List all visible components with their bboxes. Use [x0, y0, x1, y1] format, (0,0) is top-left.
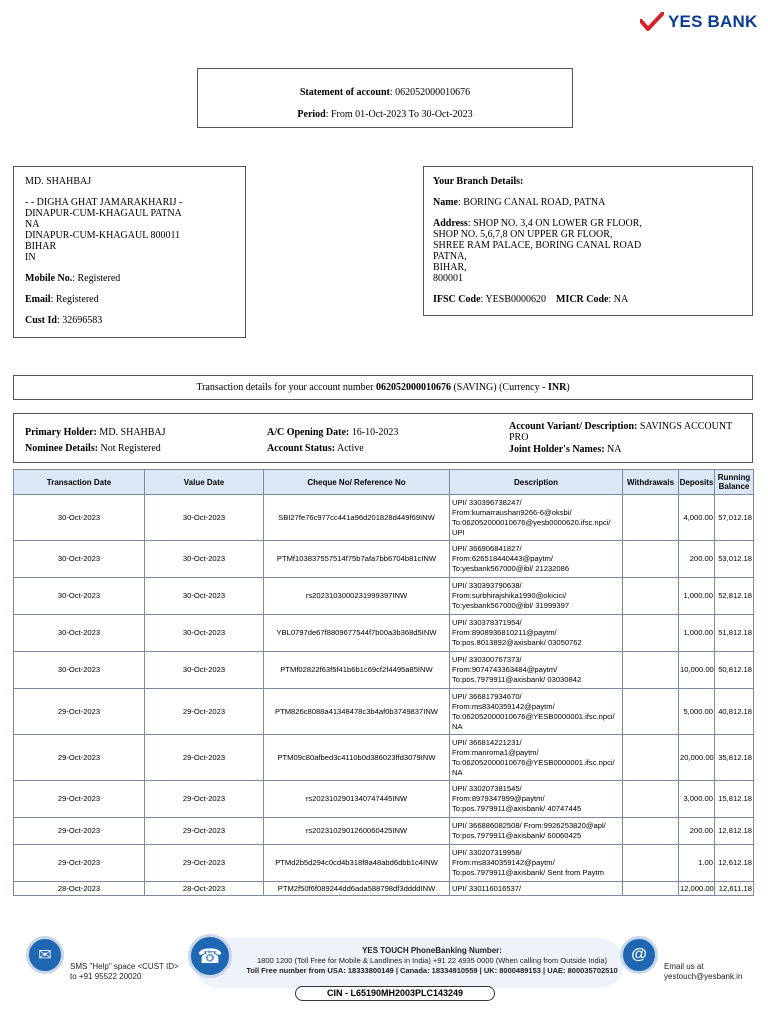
branch-details-box	[423, 166, 753, 316]
cell-value-date: 30-Oct-2023	[145, 495, 264, 541]
cell-reference: rs2023102901260060425INW	[264, 818, 450, 845]
account-holder-box	[13, 166, 246, 338]
email-value: Registered	[55, 294, 99, 305]
table-row	[14, 781, 754, 818]
cell-value-date: 29-Oct-2023	[145, 781, 264, 818]
branch-address-line: SHREE RAM PALACE, BORING CANAL ROAD	[433, 240, 642, 251]
table-row	[14, 541, 754, 578]
cell-withdrawal	[623, 781, 679, 818]
cell-balance: 53,012.18	[715, 541, 754, 578]
cell-deposit: 10,000.00	[679, 652, 715, 689]
col-header-deposits: Deposits	[679, 470, 715, 495]
txn-header-currency: INR	[547, 382, 567, 393]
holder-address-line: DINAPUR-CUM-KHAGAUL PATNA	[25, 208, 182, 219]
cell-description: UPI/ 366814221231/ From:manroma1@paytm/ To:062052000010676@YESB0000001.ifsc.npci/ NA	[450, 735, 623, 781]
holder-address-line: - - DIGHA GHAT JAMARAKHARIJ -	[25, 197, 183, 208]
col-header-reference: Cheque No/ Reference No	[264, 470, 450, 495]
cin-label: CIN - L65190MH2003PLC143249	[295, 986, 495, 1001]
col-header-description: Description	[450, 470, 623, 495]
mobile-value: Registered	[77, 273, 121, 284]
sms-line-2: to +91 95522 20020	[70, 972, 142, 981]
txn-header-prefix: Transaction details for your account number	[196, 382, 374, 393]
cell-balance: 50,812.18	[715, 652, 754, 689]
account-info-col-3	[509, 421, 749, 455]
cell-deposit: 12,000.00	[679, 882, 715, 896]
cell-reference: PTM826c8088a41348478c3b4af0b3749837INW	[264, 689, 450, 735]
cell-deposit: 5,000.00	[679, 689, 715, 735]
email-help-text	[664, 962, 742, 982]
cell-transaction-date: 30-Oct-2023	[14, 615, 145, 652]
nominee-label: Nominee Details:	[25, 443, 99, 454]
account-info-col-1	[25, 427, 166, 454]
table-row	[14, 495, 754, 541]
cell-balance: 12,612.18	[715, 845, 754, 882]
cell-withdrawal	[623, 689, 679, 735]
cell-description: UPI/ 366886082508/ From:9926253820@apl/ To:pos.7979911@axisbank/ 60060425	[450, 818, 623, 845]
cell-reference: rs2023102901340747445INW	[264, 781, 450, 818]
cell-balance: 35,812.18	[715, 735, 754, 781]
cust-id-value: 32696583	[62, 315, 103, 326]
cell-value-date: 29-Oct-2023	[145, 689, 264, 735]
txn-header-type: (SAVING) (Currency -	[453, 382, 546, 393]
cell-transaction-date: 30-Oct-2023	[14, 578, 145, 615]
micr-value: NA	[613, 294, 629, 305]
cell-withdrawal	[623, 615, 679, 652]
holder-address-line: BIHAR	[25, 241, 57, 252]
account-status-value: Active	[337, 443, 364, 454]
email-label: Email	[25, 294, 51, 305]
cell-withdrawal	[623, 818, 679, 845]
cell-balance: 40,812.18	[715, 689, 754, 735]
branch-name-value: BORING CANAL ROAD, PATNA	[463, 197, 606, 208]
branch-heading-text: Your Branch Details:	[433, 176, 524, 187]
cell-value-date: 30-Oct-2023	[145, 615, 264, 652]
branch-address-line: SHOP NO. 5,6,7,8 ON UPPER GR FLOOR,	[433, 229, 613, 240]
branch-name: Name: BORING CANAL ROAD, PATNA	[433, 197, 606, 208]
holder-cust-id: Cust Id: 32696583	[25, 315, 103, 326]
account-info-col-2	[267, 427, 398, 454]
table-row	[14, 818, 754, 845]
joint-holder-value: NA	[607, 444, 622, 455]
cell-withdrawal	[623, 495, 679, 541]
email-line-1: Email us at	[664, 962, 704, 971]
ifsc-value: YESB0000620	[485, 294, 546, 305]
opening-date-value: 16-10-2023	[351, 427, 399, 438]
cell-transaction-date: 30-Oct-2023	[14, 652, 145, 689]
period-label: Period	[297, 109, 326, 120]
yes-bank-logo	[640, 12, 757, 32]
cell-deposit: 200.00	[679, 818, 715, 845]
email-line-2: yestouch@yesbank.in	[664, 972, 743, 981]
cell-transaction-date: 29-Oct-2023	[14, 845, 145, 882]
statement-account: 062052000010676	[395, 87, 471, 98]
brand-name: YES BANK	[668, 12, 758, 31]
cell-reference: SBI27fe76c977cc441a96d201828d449f69INW	[264, 495, 450, 541]
branch-address-line: 800001	[433, 273, 463, 284]
primary-holder-label: Primary Holder:	[25, 427, 97, 438]
table-row	[14, 845, 754, 882]
holder-address-line: IN	[25, 252, 36, 263]
branch-address-line: PATNA,	[433, 251, 467, 262]
phonebanking-text	[232, 946, 632, 976]
cell-description: UPI/ 330393790638/ From:surbhirajshika1990@okicici/ To:yesbank567000@ibl/ 31999397	[450, 578, 623, 615]
cell-withdrawal	[623, 845, 679, 882]
cell-withdrawal	[623, 541, 679, 578]
branch-address-line: SHOP NO. 3,4 ON LOWER GR FLOOR,	[473, 218, 642, 229]
cell-value-date: 30-Oct-2023	[145, 652, 264, 689]
holder-name: MD. SHAHBAJ	[25, 176, 92, 187]
cell-description: UPI/ 330207381545/ From:8979347999@paytm/ To:pos.7979911@axisbank/ 40747445	[450, 781, 623, 818]
txn-header-suffix: )	[566, 382, 570, 393]
mobile-label: Mobile No.	[25, 273, 73, 284]
cell-deposit: 1,000.00	[679, 578, 715, 615]
cell-deposit: 1,000.00	[679, 615, 715, 652]
cell-value-date: 28-Oct-2023	[145, 882, 264, 896]
cell-reference: PTMf103837557514f75b7afa7bb6704b81cINW	[264, 541, 450, 578]
sms-phone-icon: ✉	[26, 936, 64, 974]
statement-account-line: Statement of account: 062052000010676	[299, 87, 471, 98]
account-info-box	[13, 413, 753, 463]
cell-reference: PTMd2b5d294c0cd4b318f8a48abd6dbb1c4INW	[264, 845, 450, 882]
ifsc-label: IFSC Code	[433, 294, 481, 305]
holder-email: Email: Registered	[25, 294, 99, 305]
cell-withdrawal	[623, 735, 679, 781]
cell-description: UPI/ 330396738247/ From:kumarraushan9266-6@oksbi/ To:062052000010676@yesb0000620.ifsc.npci/ UPI	[450, 495, 623, 541]
cell-balance: 15,812.18	[715, 781, 754, 818]
cell-value-date: 29-Oct-2023	[145, 735, 264, 781]
transactions-body	[14, 495, 754, 896]
cell-withdrawal	[623, 882, 679, 896]
cell-description: UPI/ 330378371954/ From:8908936810211@paytm/ To:pos.8013892@axisbank/ 03050762	[450, 615, 623, 652]
holder-address-line: NA	[25, 219, 40, 230]
phonebanking-line-2: Toll Free number from USA: 18333800149 | Canada: 18334910559 | UK: 8000489153 | UAE: 800035702510	[246, 966, 618, 975]
cell-description: UPI/ 330300767373/ From:9074743363484@paytm/ To:pos.7979911@axisbank/ 03030842	[450, 652, 623, 689]
branch-codes: IFSC Code: YESB0000620 MICR Code: NA	[433, 294, 629, 305]
footer-banner	[22, 934, 752, 1004]
cell-description: UPI/ 330207319958/ From:ms8340359142@paytm/ To:pos.7979911@axisbank/ Sent from Paytm	[450, 845, 623, 882]
email-at-icon: @	[620, 936, 658, 974]
cell-reference: PTMf02822f63f5f41b6b1c69cf2f4495a85INW	[264, 652, 450, 689]
table-row	[14, 652, 754, 689]
cell-withdrawal	[623, 652, 679, 689]
primary-holder-value: MD. SHAHBAJ	[99, 427, 166, 438]
statement-period-line: Period: From 01-Oct-2023 To 30-Oct-2023	[297, 109, 473, 120]
cell-deposit: 1.00	[679, 845, 715, 882]
cell-value-date: 29-Oct-2023	[145, 845, 264, 882]
table-row	[14, 689, 754, 735]
table-row	[14, 615, 754, 652]
cell-transaction-date: 30-Oct-2023	[14, 541, 145, 578]
cell-reference: rs2023103000231999397INW	[264, 578, 450, 615]
cell-balance: 57,012.18	[715, 495, 754, 541]
joint-holder-label: Joint Holder's Names:	[509, 444, 605, 455]
holder-mobile: Mobile No.: Registered	[25, 273, 121, 284]
cell-description: UPI/ 366817934670/ From:ms8340359142@paytm/ To:062052000010676@YESB0000001.ifsc.npci/ NA	[450, 689, 623, 735]
sms-help-text	[70, 962, 179, 982]
table-row	[14, 882, 754, 896]
col-header-value-date: Value Date	[145, 470, 264, 495]
branch-address-line: BIHAR,	[433, 262, 467, 273]
branch-address-label: Address	[433, 218, 468, 229]
transaction-details-header	[13, 375, 753, 400]
phonebanking-line-1: 1800 1200 (Toll Free for Mobile & Landlines in India) +91 22 4935 0000 (When calling from Outside India)	[257, 956, 607, 965]
cell-value-date: 30-Oct-2023	[145, 541, 264, 578]
txn-header-account: 062052000010676	[375, 382, 451, 393]
cell-transaction-date: 29-Oct-2023	[14, 781, 145, 818]
nominee-value: Not Registered	[100, 443, 161, 454]
holder-address-line: DINAPUR-CUM-KHAGAUL 800011	[25, 230, 181, 241]
cell-value-date: 30-Oct-2023	[145, 578, 264, 615]
phonebanking-title: YES TOUCH PhoneBanking Number:	[362, 946, 502, 955]
branch-name-label: Name	[433, 197, 458, 208]
cell-reference: PTM2f50f6f089244dd6ada588798df3ddddINW	[264, 882, 450, 896]
branch-address: Address: SHOP NO. 3,4 ON LOWER GR FLOOR,	[433, 218, 642, 229]
transactions-table	[13, 469, 754, 896]
opening-date-label: A/C Opening Date:	[267, 427, 350, 438]
cell-balance: 12,611.18	[715, 882, 754, 896]
variant-value: SAVINGS ACCOUNT PRO	[509, 421, 732, 443]
cell-transaction-date: 29-Oct-2023	[14, 689, 145, 735]
cell-balance: 51,812.18	[715, 615, 754, 652]
statement-period: From 01-Oct-2023 To 30-Oct-2023	[331, 109, 473, 120]
col-header-withdrawals: Withdrawals	[623, 470, 679, 495]
col-header-transaction-date: Transaction Date	[14, 470, 145, 495]
cell-withdrawal	[623, 578, 679, 615]
table-row	[14, 578, 754, 615]
cell-balance: 52,812.18	[715, 578, 754, 615]
cell-deposit: 3,000.00	[679, 781, 715, 818]
sms-line-1: SMS "Help" space <CUST ID>	[70, 962, 179, 971]
checkmark-logo-icon	[640, 12, 664, 32]
phone-icon: ☎	[188, 934, 232, 978]
account-status-label: Account Status:	[267, 443, 336, 454]
table-header-row	[14, 470, 754, 495]
statement-label: Statement of account	[299, 87, 390, 98]
cell-reference: PTM09c80afbed3c4110b0d386023ffd3079INW	[264, 735, 450, 781]
cell-transaction-date: 29-Oct-2023	[14, 735, 145, 781]
cell-description: UPI/ 366906841827/ From:626518440443@paytm/ To:yesbank567000@ibl/ 21232086	[450, 541, 623, 578]
col-header-running-balance: Running Balance	[715, 470, 754, 495]
cell-transaction-date: 28-Oct-2023	[14, 882, 145, 896]
cell-reference: YBL0797de67f8809677544f7b00a3b368d5INW	[264, 615, 450, 652]
cust-id-label: Cust Id	[25, 315, 57, 326]
variant-label: Account Variant/ Description:	[509, 421, 638, 432]
branch-heading	[433, 176, 743, 187]
cell-transaction-date: 30-Oct-2023	[14, 495, 145, 541]
cell-transaction-date: 29-Oct-2023	[14, 818, 145, 845]
cell-deposit: 20,000.00	[679, 735, 715, 781]
cell-description: UPI/ 330116016537/	[450, 882, 623, 896]
statement-summary-box	[197, 68, 573, 128]
cell-deposit: 200.00	[679, 541, 715, 578]
micr-label: MICR Code	[556, 294, 609, 305]
cell-deposit: 4,000.00	[679, 495, 715, 541]
cell-value-date: 29-Oct-2023	[145, 818, 264, 845]
table-row	[14, 735, 754, 781]
cell-balance: 12,812.18	[715, 818, 754, 845]
